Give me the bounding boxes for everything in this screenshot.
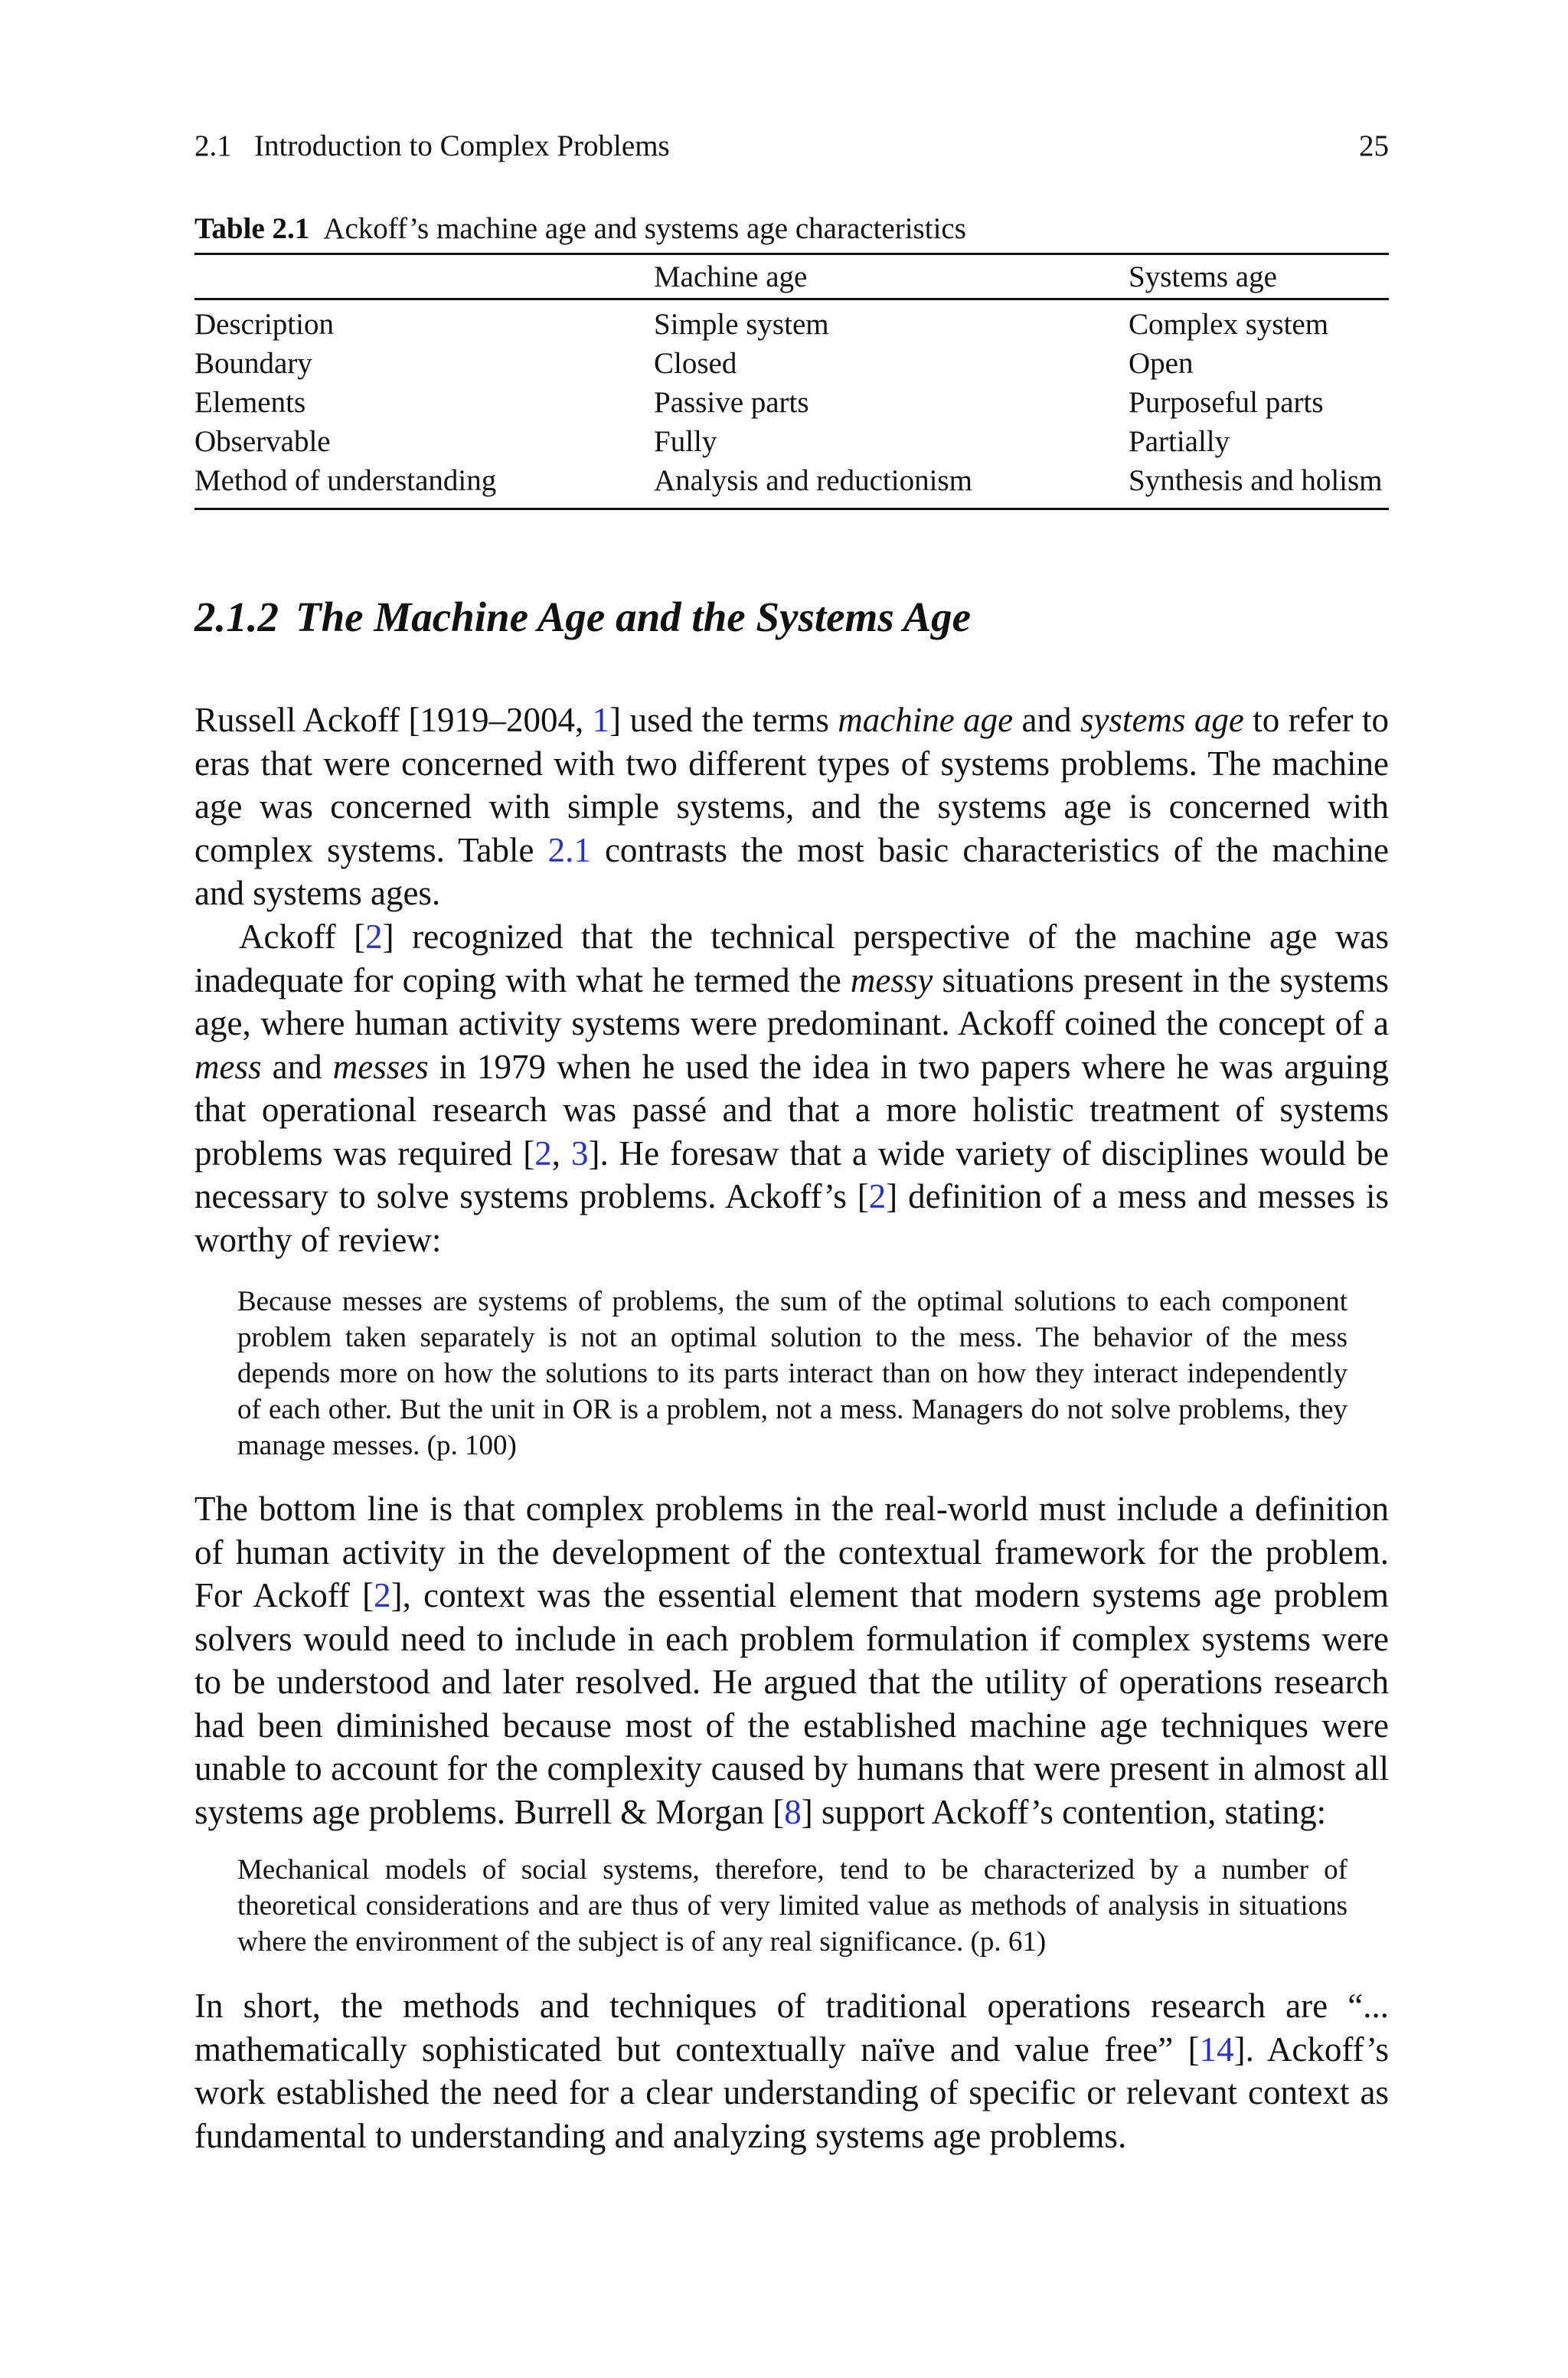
table-cell: Observable (194, 425, 331, 458)
table-row (194, 383, 1389, 422)
table-row (194, 422, 1389, 461)
paragraph-2: Ackoff [2] recognized that the technical perspective of the machine age was inadequate for coping with what he termed the messy situations present in the systems age, where human activity systems were predominant. Ackoff coined the concept of a mess and messes in 1979 when he used the idea in two papers where he was arguing that operational research was passé and that a more holistic treatment of systems problems was required [2, 3]. He foresaw that a wide variety of disciplines would be necessary to solve systems problems. Ackoff’s [2] definition of a mess and messes is worthy of review: (194, 918, 1390, 1259)
paragraph-3: The bottom line is that complex problems in the real-world must include a definition of human activity in the development of the contextual framework for the problem. For Ackoff [2], context was the essential element that modern systems age problem solvers would need to include in each problem formulation if complex systems were to be understood and later resolved. He argued that the utility of operations research had been diminished because most of the established machine age techniques were unable to account for the complexity caused by humans that were present in almost all systems age problems. Burrell & Morgan [8] support Ackoff’s contention, stating: (194, 1490, 1389, 1831)
table-cell: Partially (1129, 425, 1230, 458)
table-caption (194, 210, 1389, 248)
section-title: The Machine Age and the Systems Age (296, 594, 972, 640)
table-cell: Boundary (194, 347, 312, 380)
page-number: 25 (1359, 129, 1389, 162)
table-row (194, 344, 1389, 383)
citation-link[interactable]: 14 (1199, 2030, 1234, 2069)
table-cell: Description (194, 308, 334, 341)
table-cell: Elements (194, 386, 306, 419)
citation-link[interactable]: 2 (365, 918, 383, 956)
paragraph-1: Russell Ackoff [1919–2004, 1] used the terms machine age and systems age to refer to eras that were concerned with two different types of systems problems. The machine age was concerned with simple systems, and the systems age is concerned with complex systems. Table 2.1 contrasts the most basic characteristics of the machine and systems ages. (194, 701, 1389, 912)
citation-link[interactable]: 2 (868, 1177, 887, 1215)
table-row (194, 299, 1389, 345)
table-row (194, 461, 1389, 509)
table-cell: Analysis and reductionism (654, 464, 972, 497)
table-header-cell: Machine age (654, 260, 808, 293)
table-label: Table 2.1 (194, 212, 310, 245)
table-cell: Closed (654, 347, 737, 380)
citation-link[interactable]: 2 (534, 1133, 552, 1173)
table-header-row (194, 254, 1389, 299)
citation-link[interactable]: 8 (784, 1792, 802, 1831)
section-heading (194, 588, 1389, 646)
table-cell: Complex system (1129, 308, 1329, 341)
citation-link[interactable]: 2 (374, 1576, 391, 1614)
running-head (194, 127, 1389, 165)
table-cell: Method of understanding (194, 464, 497, 497)
characteristics-table (194, 253, 1389, 510)
citation-link[interactable]: 1 (592, 701, 610, 739)
table-header-cell: Systems age (1129, 260, 1277, 293)
table-cell: Purposeful parts (1129, 386, 1324, 419)
block-quote-1: Because messes are systems of problems, the sum of the optimal solutions to each component problem taken separately is not an optimal solution to the mess. The behavior of the mess depends more on how the solutions to its parts interact than on how they interact independently of each other. But the unit in OR is a problem, not a mess. Managers do not solve problems, they manage messes. (p. 100) (237, 1286, 1348, 1461)
paragraph-4: In short, the methods and techniques of traditional operations research are “... mathematically sophisticated but contextually naïve and value free” [14]. Ackoff’s work established the need for a clear understanding of specific or relevant context as fundamental to understanding and analyzing systems age problems. (194, 1987, 1389, 2155)
section-number: 2.1.2 (194, 594, 279, 640)
table-cell: Simple system (654, 308, 829, 341)
table-cell: Synthesis and holism (1129, 464, 1383, 497)
table-cell: Open (1129, 347, 1194, 380)
table-reference-link[interactable]: 2.1 (547, 830, 591, 869)
citation-link[interactable]: 3 (570, 1133, 589, 1173)
table-cell: Passive parts (654, 386, 809, 419)
table-caption-text: Ackoff’s machine age and systems age characteristics (323, 212, 966, 245)
table-cell: Fully (654, 425, 717, 458)
running-head-section: 2.1 Introduction to Complex Problems (194, 129, 670, 162)
block-quote-2: Mechanical models of social systems, therefore, tend to be characterized by a number of theoretical considerations and are thus of very limited value as methods of analysis in situations where the environment of the subject is of any real significance. (p. 61) (237, 1854, 1348, 1958)
table-header-cell (194, 254, 654, 299)
